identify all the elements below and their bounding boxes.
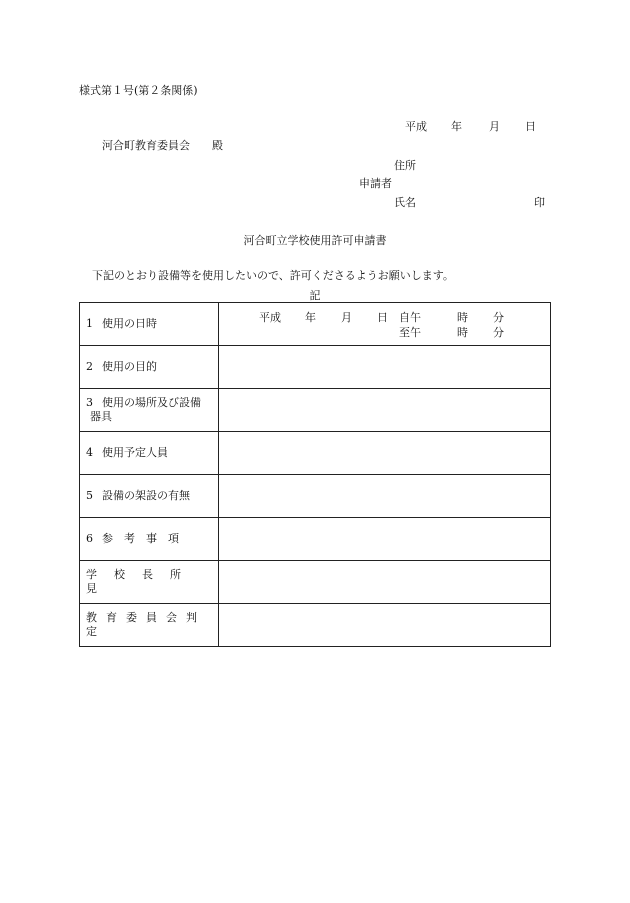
table-row-installation — [80, 475, 551, 518]
label-expected-headcount: 4 使用予定人員 — [80, 432, 219, 475]
address-label: 住所 — [394, 159, 416, 172]
reference-notes-field[interactable] — [219, 518, 551, 561]
intro-text: 下記のとおり設備等を使用したいので、許可くださるようお願いします。 — [92, 269, 454, 282]
seal-label: 印 — [534, 196, 545, 209]
date-day: 日 — [525, 120, 536, 133]
usage-purpose-field[interactable] — [219, 346, 551, 389]
label-installation: 5 設備の架設の有無 — [80, 475, 219, 518]
principal-opinion-field[interactable] — [219, 561, 551, 604]
table-row-principal — [80, 561, 551, 604]
applicant-label: 申請者 — [359, 177, 392, 190]
date-year: 年 — [451, 120, 462, 133]
date-month: 月 — [489, 120, 500, 133]
application-date — [405, 118, 536, 134]
table-row-notes — [80, 518, 551, 561]
table-row-datetime — [80, 303, 551, 346]
name-label: 氏名 — [394, 196, 416, 209]
table-row-location — [80, 389, 551, 432]
label-usage-location: 3 使用の場所及び設備 器具 — [80, 389, 219, 432]
expected-headcount-field[interactable] — [219, 432, 551, 475]
label-usage-purpose: 2 使用の目的 — [80, 346, 219, 389]
addressee — [102, 137, 223, 153]
date-era: 平成 — [405, 120, 427, 133]
application-table — [79, 302, 551, 647]
datetime-from-row: 平成 年 月 日 自午 時 分 — [259, 311, 504, 324]
document-title: 河合町立学校使用許可申請書 — [243, 234, 387, 247]
label-principal-opinion: 学校長所見 — [80, 561, 219, 604]
table-row-board — [80, 604, 551, 647]
table-row-purpose — [80, 346, 551, 389]
label-reference-notes: 6 参考事項 — [80, 518, 219, 561]
addressee-suffix: 殿 — [212, 139, 223, 152]
usage-location-field[interactable] — [219, 389, 551, 432]
usage-datetime-field[interactable] — [219, 303, 551, 346]
addressee-name: 河合町教育委員会 — [102, 139, 190, 152]
datetime-to-row: 至午 時 分 — [399, 326, 504, 339]
board-decision-field[interactable] — [219, 604, 551, 647]
label-usage-datetime: 1 使用の日時 — [80, 303, 219, 346]
ki-heading: 記 — [309, 289, 321, 302]
form-number: 様式第１号(第２条関係) — [79, 84, 198, 97]
installation-field[interactable] — [219, 475, 551, 518]
label-board-decision: 教育委員会判定 — [80, 604, 219, 647]
table-row-headcount — [80, 432, 551, 475]
